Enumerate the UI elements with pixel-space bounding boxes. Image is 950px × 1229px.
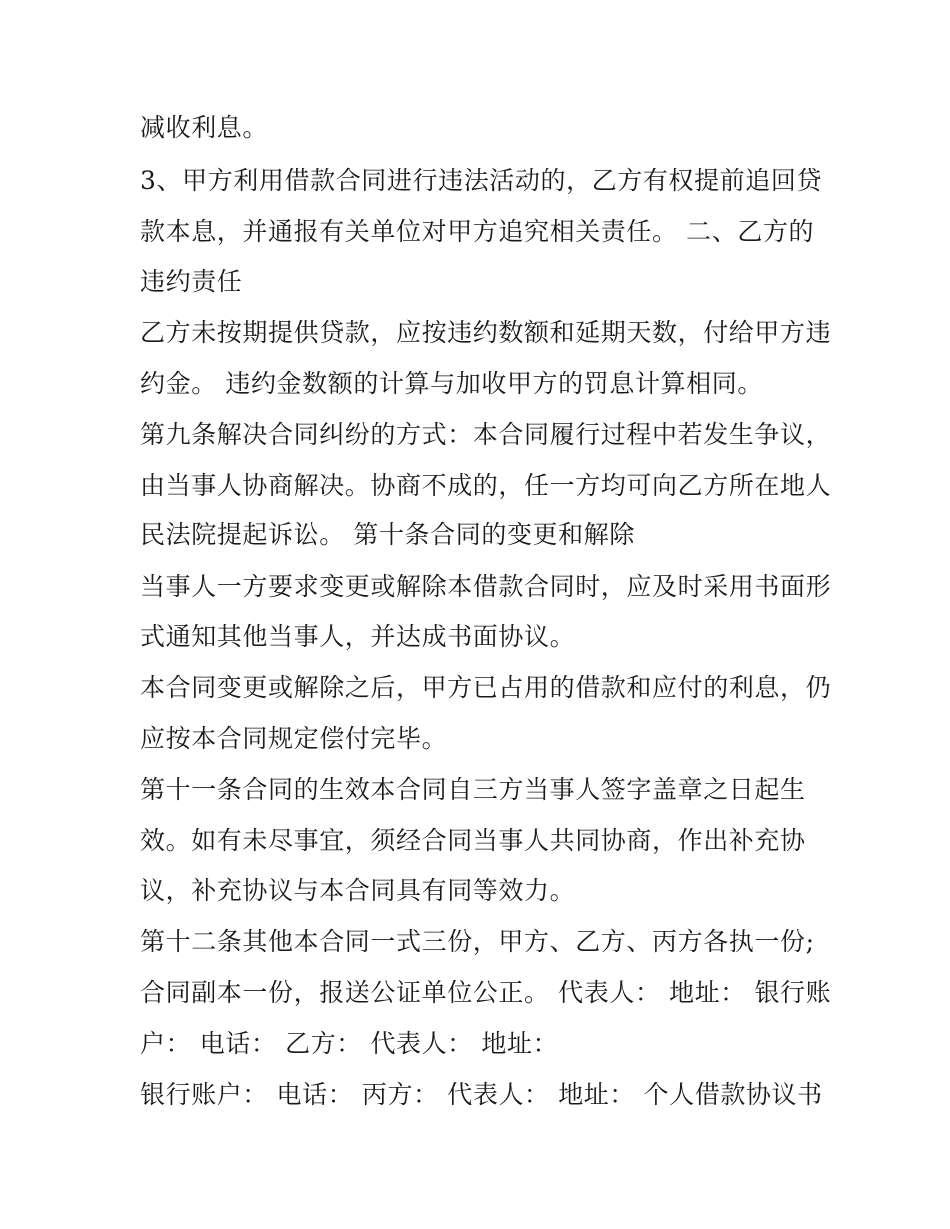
text-line: 约金。 违约金数额的计算与加收甲方的罚息计算相同。 bbox=[140, 369, 763, 398]
text-line: 减收利息。 bbox=[140, 113, 269, 142]
text-line: 式通知其他当事人，并达成书面协议。 bbox=[140, 622, 576, 651]
text-line: 当事人一方要求变更或解除本借款合同时，应及时采用书面形 bbox=[140, 572, 832, 601]
text-line: 第十二条其他本合同一式三份，甲方、乙方、丙方各执一份; bbox=[140, 927, 815, 956]
text-line: 本合同变更或解除之后，甲方已占用的借款和应付的利息，仍 bbox=[140, 673, 832, 702]
text-line: 议，补充协议与本合同具有同等效力。 bbox=[140, 876, 576, 905]
text-line: 应按本合同规定偿付完毕。 bbox=[140, 724, 448, 753]
text-line: 第九条解决合同纠纷的方式：本合同履行过程中若发生争议， bbox=[140, 420, 832, 449]
text-line: 违约责任 bbox=[140, 267, 243, 296]
text-line: 合同副本一份，报送公证单位公正。 代表人： 地址： 银行账 bbox=[140, 978, 832, 1007]
text-line: 由当事人协商解决。协商不成的，任一方均可向乙方所在地人 bbox=[140, 471, 832, 500]
text-line: 款本息，并通报有关单位对甲方追究相关责任。 二、乙方的 bbox=[140, 217, 815, 246]
text-line: 民法院提起诉讼。 第十条合同的变更和解除 bbox=[140, 520, 635, 549]
text-line: 3、甲方利用借款合同进行违法活动的，乙方有权提前追回贷 bbox=[140, 166, 823, 195]
text-line: 第十一条合同的生效本合同自三方当事人签字盖章之日起生 bbox=[140, 775, 806, 804]
text-line: 户： 电话： 乙方： 代表人： 地址： bbox=[140, 1029, 559, 1058]
text-line: 乙方未按期提供贷款，应按违约数额和延期天数，付给甲方违 bbox=[140, 318, 832, 347]
text-line: 银行账户： 电话： 丙方： 代表人： 地址： 个人借款协议书 bbox=[140, 1080, 823, 1109]
text-line: 效。如有未尽事宜，须经合同当事人共同协商，作出补充协 bbox=[140, 826, 806, 855]
